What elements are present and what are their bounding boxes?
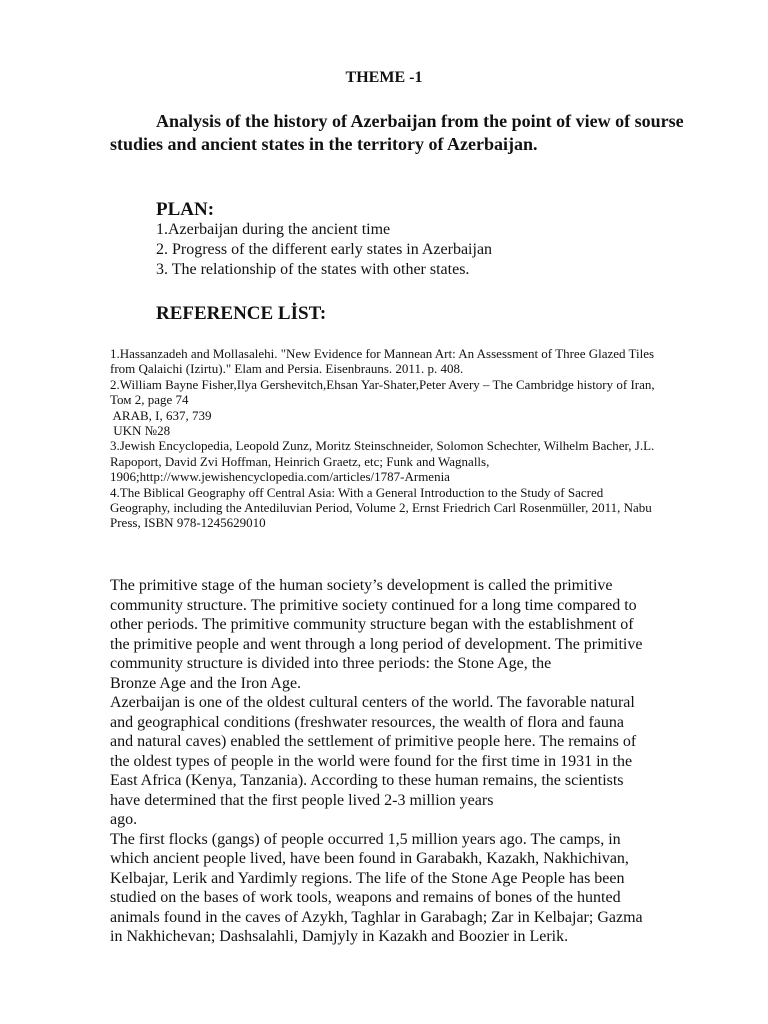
body-line: animals found in the caves of Azykh, Taghlar in Garabagh; Zar in Kelbajar; Gazma [110,908,643,926]
plan-heading: PLAN: [156,199,215,220]
document-title: Analysis of the history of Azerbaijan from the point of view of sourse studies and ancient states in the territory of Azerbaijan. [110,111,684,154]
body-line: The first flocks (gangs) of people occurred 1,5 million years ago. The camps, in [110,830,621,848]
reference-line: 2.William Bayne Fisher,Ilya Gershevitch,Ehsan Yar-Shater,Peter Avery – The Cambridge history of Iran, [110,376,655,392]
body-line: ago. [110,811,138,828]
body-line: community structure is divided into three periods: the Stone Age, the [110,655,552,672]
reference-line: ARAB, I, 637, 739 [110,407,212,423]
reference-line: Press, ISBN 978-1245629010 [110,515,266,531]
reference-line: from Qalaichi (Izirtu)." Elam and Persia. Eisenbrauns. 2011. p. 408. [110,361,464,377]
body-line: Kelbajar, Lerik and Yardimly regions. The life of the Stone Age People has been [110,869,625,887]
reference-line: UKN №28 [110,423,171,439]
plan-item: 1.Azerbaijan during the ancient time [156,221,391,238]
body-line: have determined that the first people lived 2-3 million years [110,791,494,809]
plan-item: 3. The relationship of the states with other states. [156,261,470,278]
reference-line: Rapoport, David Zvi Hoffman, Heinrich Graetz, etc; Funk and Wagnalls, [110,453,490,469]
reference-line: 1906;http://www.jewishencyclopedia.com/articles/1787-Armenia [110,469,450,485]
body-line: The primitive stage of the human society’s development is called the primitive [110,577,613,594]
reference-line: 4.The Biblical Geography off Central Asia: With a General Introduction to the Study of Sacred [110,484,604,500]
reference-line: Geography, including the Antediluvian Period, Volume 2, Ernst Friedrich Carl Rosenmüller, 2011, Nabu [110,500,652,516]
body-line: East Africa (Kenya, Tanzania). According to these human remains, the scientists [110,772,624,789]
body-line: Azerbaijan is one of the oldest cultural centers of the world. The favorable natural [110,694,635,711]
body-line: and natural caves) enabled the settlement of primitive people here. The remains of [110,733,637,750]
plan-list [156,220,716,280]
body-line: community structure. The primitive society continued for a long time compared to [110,596,637,614]
body-line: other periods. The primitive community structure began with the establishment of [110,616,634,633]
body-line: which ancient people lived, have been found in Garabakh, Kazakh, Nakhichivan, [110,850,629,867]
reference-line: 1.Hassanzadeh and Mollasalehi. "New Evidence for Mannean Art: An Assessment of Three Glazed Tiles [110,346,655,361]
body-line: in Nakhichevan; Dashsalahli, Damjyly in Kazakh and Boozier in Lerik. [110,928,569,945]
body-line: Bronze Age and the Iron Age. [110,674,302,692]
reference-list [110,346,720,531]
body-line: studied on the bases of work tools, weapons and remains of bones of the hunted [110,889,621,906]
theme-heading: THEME -1 [345,69,423,86]
reference-list-heading: REFERENCE LİST: [156,303,327,324]
body-text [110,576,720,947]
body-line: the oldest types of people in the world were found for the first time in 1931 in the [110,752,633,770]
plan-item: 2. Progress of the different early states in Azerbaijan [156,241,493,258]
body-line: and geographical conditions (freshwater resources, the wealth of flora and fauna [110,713,625,731]
body-line: the primitive people and went through a long period of development. The primitive [110,635,643,653]
reference-line: 3.Jewish Encyclopedia, Leopold Zunz, Moritz Steinschneider, Solomon Schechter, Wilhelm Bacher, J.L. [110,438,655,454]
reference-line: Том 2, page 74 [110,392,189,408]
